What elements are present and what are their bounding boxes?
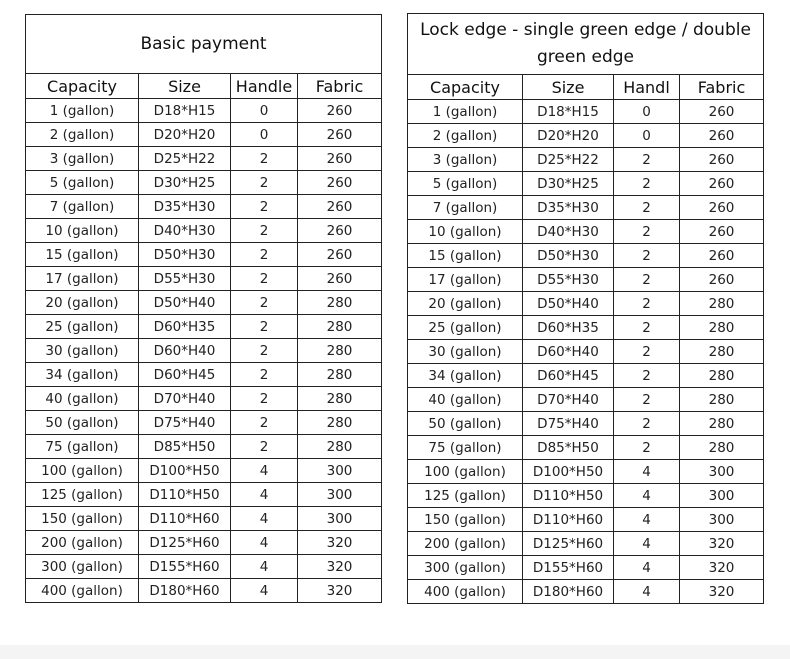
table-row [408, 436, 764, 460]
column-header-capacity: Capacity [408, 75, 523, 100]
cell-fabric: 280 [680, 316, 764, 340]
table-row [408, 148, 764, 172]
cell-capacity: 7 (gallon) [408, 196, 523, 220]
table-row [26, 291, 382, 315]
cell-capacity: 30 (gallon) [26, 339, 139, 363]
cell-handle: 4 [231, 579, 298, 603]
cell-handle: 4 [231, 507, 298, 531]
cell-fabric: 260 [298, 243, 382, 267]
cell-fabric: 260 [680, 244, 764, 268]
cell-capacity: 25 (gallon) [408, 316, 523, 340]
cell-size: D55*H30 [139, 267, 231, 291]
header-row [408, 75, 764, 100]
cell-handle: 4 [614, 508, 680, 532]
cell-capacity: 10 (gallon) [26, 219, 139, 243]
cell-size: D125*H60 [523, 532, 614, 556]
table-row [408, 364, 764, 388]
cell-size: D60*H40 [139, 339, 231, 363]
cell-size: D75*H40 [139, 411, 231, 435]
column-header-fabric: Fabric [680, 75, 764, 100]
column-header-capacity: Capacity [26, 74, 139, 99]
cell-fabric: 280 [298, 435, 382, 459]
cell-size: D50*H40 [139, 291, 231, 315]
cell-capacity: 75 (gallon) [408, 436, 523, 460]
cell-fabric: 260 [680, 148, 764, 172]
cell-handle: 4 [231, 483, 298, 507]
cell-capacity: 400 (gallon) [26, 579, 139, 603]
cell-size: D60*H45 [523, 364, 614, 388]
cell-fabric: 260 [298, 147, 382, 171]
cell-handle: 2 [614, 220, 680, 244]
cell-handle: 2 [614, 196, 680, 220]
table-row [408, 220, 764, 244]
cell-size: D50*H30 [139, 243, 231, 267]
cell-fabric: 280 [298, 315, 382, 339]
cell-handle: 2 [614, 148, 680, 172]
cell-fabric: 280 [680, 436, 764, 460]
table-row [26, 435, 382, 459]
header-row [26, 74, 382, 99]
cell-fabric: 280 [298, 363, 382, 387]
cell-handle: 4 [614, 580, 680, 604]
cell-handle: 0 [231, 99, 298, 123]
cell-handle: 4 [231, 531, 298, 555]
cell-size: D20*H20 [523, 124, 614, 148]
basic-payment-table [25, 14, 382, 603]
cell-capacity: 7 (gallon) [26, 195, 139, 219]
table-row [26, 195, 382, 219]
cell-capacity: 30 (gallon) [408, 340, 523, 364]
cell-size: D50*H40 [523, 292, 614, 316]
cell-size: D110*H60 [523, 508, 614, 532]
cell-fabric: 260 [680, 220, 764, 244]
cell-size: D18*H15 [139, 99, 231, 123]
cell-handle: 2 [231, 291, 298, 315]
cell-capacity: 34 (gallon) [408, 364, 523, 388]
column-header-size: Size [139, 74, 231, 99]
cell-handle: 0 [614, 124, 680, 148]
cell-handle: 2 [614, 268, 680, 292]
cell-fabric: 280 [680, 292, 764, 316]
table-row [26, 315, 382, 339]
table-row [408, 388, 764, 412]
cell-fabric: 280 [298, 339, 382, 363]
cell-fabric: 260 [680, 172, 764, 196]
table-row [408, 556, 764, 580]
cell-fabric: 260 [680, 196, 764, 220]
table-row [26, 387, 382, 411]
cell-handle: 2 [614, 340, 680, 364]
table-row [26, 219, 382, 243]
column-header-fabric: Fabric [298, 74, 382, 99]
cell-size: D60*H35 [523, 316, 614, 340]
cell-size: D180*H60 [523, 580, 614, 604]
cell-capacity: 400 (gallon) [408, 580, 523, 604]
cell-size: D110*H50 [139, 483, 231, 507]
table-row [408, 124, 764, 148]
cell-size: D40*H30 [523, 220, 614, 244]
table-row [26, 411, 382, 435]
table-row [408, 532, 764, 556]
cell-capacity: 300 (gallon) [26, 555, 139, 579]
cell-handle: 2 [231, 243, 298, 267]
table-row [26, 483, 382, 507]
cell-capacity: 20 (gallon) [408, 292, 523, 316]
cell-fabric: 320 [298, 531, 382, 555]
cell-fabric: 260 [298, 99, 382, 123]
cell-size: D125*H60 [139, 531, 231, 555]
cell-capacity: 34 (gallon) [26, 363, 139, 387]
cell-size: D85*H50 [139, 435, 231, 459]
table-row [26, 339, 382, 363]
cell-fabric: 280 [680, 388, 764, 412]
cell-size: D100*H50 [139, 459, 231, 483]
cell-handle: 2 [614, 172, 680, 196]
table-row [26, 99, 382, 123]
table-row [408, 196, 764, 220]
lock-edge-table [407, 13, 764, 604]
cell-capacity: 40 (gallon) [26, 387, 139, 411]
table-row [408, 268, 764, 292]
cell-capacity: 20 (gallon) [26, 291, 139, 315]
table-row [408, 244, 764, 268]
cell-size: D180*H60 [139, 579, 231, 603]
cell-size: D155*H60 [523, 556, 614, 580]
cell-fabric: 260 [680, 124, 764, 148]
cell-capacity: 1 (gallon) [408, 100, 523, 124]
cell-size: D110*H60 [139, 507, 231, 531]
cell-handle: 2 [231, 195, 298, 219]
cell-size: D35*H30 [139, 195, 231, 219]
table-row [26, 459, 382, 483]
table-row [408, 340, 764, 364]
cell-capacity: 200 (gallon) [408, 532, 523, 556]
cell-size: D35*H30 [523, 196, 614, 220]
cell-handle: 2 [231, 219, 298, 243]
cell-capacity: 3 (gallon) [408, 148, 523, 172]
table-body [26, 99, 382, 603]
table-body [408, 100, 764, 604]
table-row [26, 123, 382, 147]
cell-handle: 2 [231, 435, 298, 459]
cell-size: D60*H35 [139, 315, 231, 339]
table-row [408, 580, 764, 604]
cell-size: D30*H25 [139, 171, 231, 195]
cell-capacity: 150 (gallon) [26, 507, 139, 531]
cell-fabric: 320 [680, 556, 764, 580]
cell-handle: 2 [614, 292, 680, 316]
cell-handle: 4 [614, 460, 680, 484]
cell-fabric: 260 [298, 219, 382, 243]
cell-handle: 2 [614, 388, 680, 412]
cell-capacity: 50 (gallon) [26, 411, 139, 435]
cell-handle: 4 [231, 459, 298, 483]
table-title: Basic payment [26, 15, 382, 74]
cell-capacity: 40 (gallon) [408, 388, 523, 412]
cell-capacity: 125 (gallon) [408, 484, 523, 508]
column-header-size: Size [523, 75, 614, 100]
cell-capacity: 150 (gallon) [408, 508, 523, 532]
table-row [408, 316, 764, 340]
footer-strip [0, 645, 790, 659]
table-row [408, 412, 764, 436]
table-row [26, 147, 382, 171]
cell-size: D18*H15 [523, 100, 614, 124]
cell-fabric: 260 [680, 268, 764, 292]
cell-handle: 2 [231, 339, 298, 363]
cell-size: D40*H30 [139, 219, 231, 243]
cell-capacity: 75 (gallon) [26, 435, 139, 459]
cell-size: D155*H60 [139, 555, 231, 579]
table-row [26, 555, 382, 579]
cell-fabric: 280 [298, 291, 382, 315]
cell-capacity: 100 (gallon) [26, 459, 139, 483]
cell-fabric: 280 [680, 340, 764, 364]
table-row [26, 171, 382, 195]
cell-capacity: 2 (gallon) [408, 124, 523, 148]
cell-handle: 2 [231, 171, 298, 195]
cell-fabric: 300 [298, 507, 382, 531]
cell-handle: 2 [231, 363, 298, 387]
cell-capacity: 10 (gallon) [408, 220, 523, 244]
cell-fabric: 300 [680, 460, 764, 484]
cell-capacity: 2 (gallon) [26, 123, 139, 147]
cell-capacity: 17 (gallon) [408, 268, 523, 292]
table-row [26, 507, 382, 531]
cell-fabric: 320 [680, 532, 764, 556]
cell-fabric: 280 [680, 364, 764, 388]
column-header-handle: Handl [614, 75, 680, 100]
cell-handle: 2 [614, 244, 680, 268]
table-row [408, 460, 764, 484]
cell-fabric: 320 [298, 579, 382, 603]
cell-capacity: 15 (gallon) [408, 244, 523, 268]
cell-handle: 4 [614, 484, 680, 508]
cell-size: D50*H30 [523, 244, 614, 268]
table-row [408, 508, 764, 532]
cell-capacity: 1 (gallon) [26, 99, 139, 123]
cell-size: D60*H45 [139, 363, 231, 387]
table-row [408, 292, 764, 316]
cell-capacity: 300 (gallon) [408, 556, 523, 580]
cell-capacity: 17 (gallon) [26, 267, 139, 291]
cell-capacity: 50 (gallon) [408, 412, 523, 436]
cell-fabric: 280 [680, 412, 764, 436]
table-title: Lock edge - single green edge / double green edge [408, 14, 764, 75]
cell-size: D75*H40 [523, 412, 614, 436]
cell-size: D20*H20 [139, 123, 231, 147]
cell-handle: 2 [614, 436, 680, 460]
cell-handle: 0 [231, 123, 298, 147]
cell-capacity: 5 (gallon) [408, 172, 523, 196]
cell-handle: 4 [231, 555, 298, 579]
cell-size: D60*H40 [523, 340, 614, 364]
table-row [26, 267, 382, 291]
cell-size: D30*H25 [523, 172, 614, 196]
cell-handle: 2 [614, 316, 680, 340]
cell-handle: 2 [231, 387, 298, 411]
cell-handle: 2 [614, 364, 680, 388]
cell-size: D55*H30 [523, 268, 614, 292]
table-row [408, 172, 764, 196]
cell-fabric: 260 [298, 195, 382, 219]
cell-handle: 4 [614, 556, 680, 580]
cell-fabric: 320 [680, 580, 764, 604]
cell-handle: 0 [614, 100, 680, 124]
cell-size: D25*H22 [139, 147, 231, 171]
cell-handle: 2 [231, 315, 298, 339]
table-row [26, 579, 382, 603]
cell-handle: 4 [614, 532, 680, 556]
cell-fabric: 260 [298, 267, 382, 291]
table-row [408, 484, 764, 508]
cell-capacity: 15 (gallon) [26, 243, 139, 267]
cell-size: D70*H40 [523, 388, 614, 412]
table-row [408, 100, 764, 124]
table-row [26, 531, 382, 555]
table-row [26, 363, 382, 387]
cell-size: D100*H50 [523, 460, 614, 484]
cell-size: D85*H50 [523, 436, 614, 460]
cell-handle: 2 [231, 411, 298, 435]
cell-fabric: 280 [298, 411, 382, 435]
cell-handle: 2 [231, 267, 298, 291]
cell-fabric: 320 [298, 555, 382, 579]
cell-handle: 2 [231, 147, 298, 171]
cell-fabric: 300 [680, 508, 764, 532]
cell-capacity: 100 (gallon) [408, 460, 523, 484]
cell-capacity: 125 (gallon) [26, 483, 139, 507]
cell-fabric: 260 [680, 100, 764, 124]
cell-size: D25*H22 [523, 148, 614, 172]
cell-capacity: 5 (gallon) [26, 171, 139, 195]
cell-fabric: 260 [298, 171, 382, 195]
cell-fabric: 280 [298, 387, 382, 411]
table-row [26, 243, 382, 267]
cell-fabric: 260 [298, 123, 382, 147]
cell-fabric: 300 [680, 484, 764, 508]
cell-handle: 2 [614, 412, 680, 436]
cell-fabric: 300 [298, 459, 382, 483]
cell-size: D70*H40 [139, 387, 231, 411]
cell-capacity: 3 (gallon) [26, 147, 139, 171]
column-header-handle: Handle [231, 74, 298, 99]
cell-capacity: 25 (gallon) [26, 315, 139, 339]
cell-size: D110*H50 [523, 484, 614, 508]
cell-fabric: 300 [298, 483, 382, 507]
cell-capacity: 200 (gallon) [26, 531, 139, 555]
